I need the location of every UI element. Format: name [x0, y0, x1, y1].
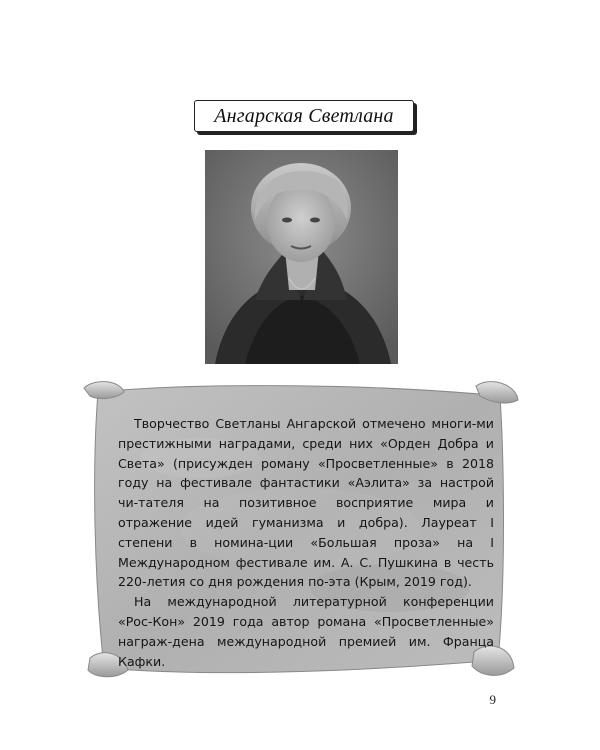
author-name-title: Ангарская Светлана — [214, 104, 394, 127]
scroll-text-block — [118, 414, 494, 671]
page-number: 9 — [489, 692, 496, 707]
paragraph-roscon: На международной литературной конференции «Рос-Кон» 2019 года автор романа «Просветленные» награж-дена международной премией им. Франца Кафки. — [118, 594, 494, 669]
author-portrait-photo — [205, 150, 398, 364]
title-banner — [194, 100, 414, 132]
paragraph-awards: Творчество Светланы Ангарской отмечено многи-ми престижными наградами, среди них «Орден Добра и Света» (присужден роману «Просветленные» в 2018 году на фестивале фантастики «Аэлита» за настрой чи-тателя на позитивное восприятие мира и отражение идей гуманизма и добра). Лауреат I степени в номина-ции «Большая проза» на I Международном фестивале им. А. С. Пушкина в честь 220-летия со дня рождения по-эта (Крым, 2019 год). — [118, 416, 494, 590]
